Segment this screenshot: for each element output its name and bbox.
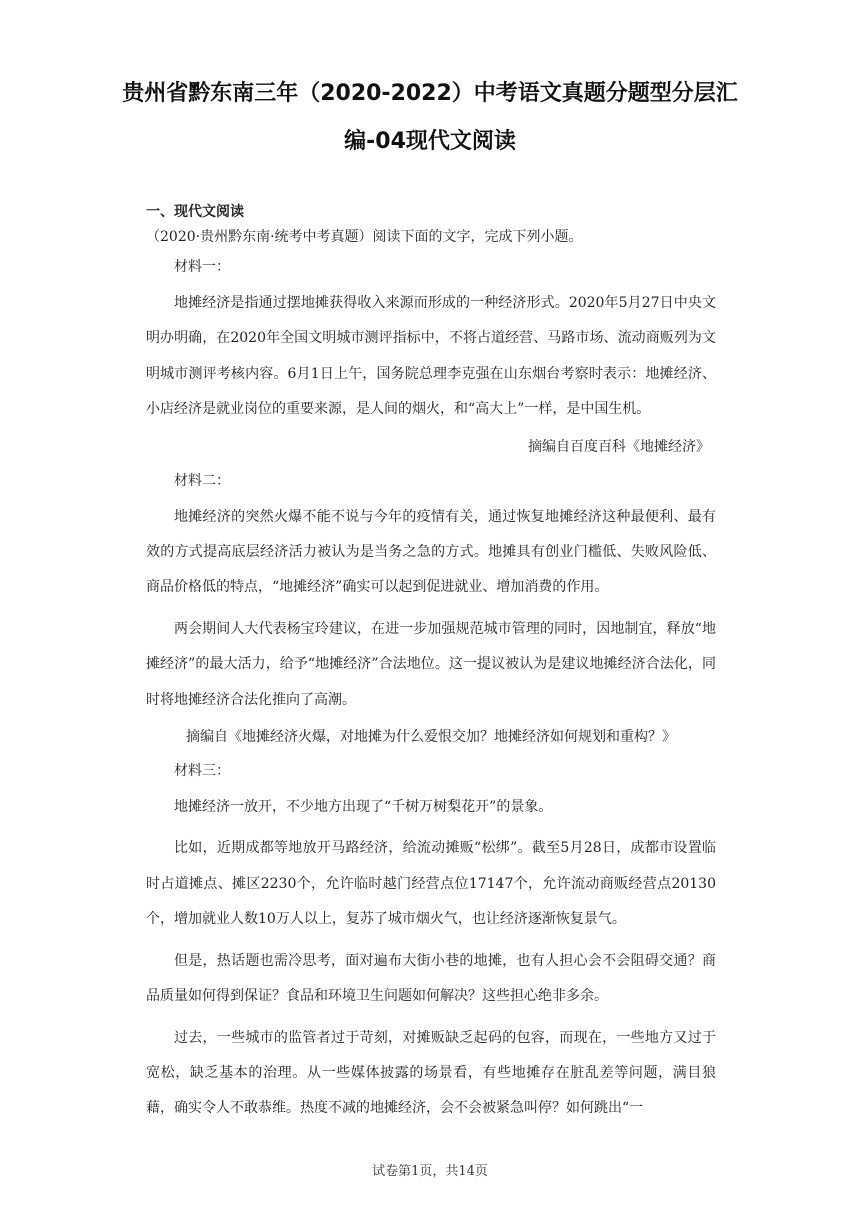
material-two: [146, 468, 716, 750]
document-body: [146, 200, 716, 1133]
material-three-paragraph-4: 过去，一些城市的监管者过于苛刻，对摊贩缺乏起码的包容，而现在，一些地方又过于宽松，缺乏基本的治理。从一些媒体披露的场景看，有些地摊存在脏乱差等问题，满目狼藉，确实令人不敢恭维。热度不减的地摊经济，会不会被紧急叫停？如何跳出“一: [146, 1029, 716, 1117]
material-three-paragraph-1: 地摊经济一放开，不少地方出现了“千树万树梨花开”的景象。: [174, 799, 553, 816]
material-three: [146, 758, 716, 1127]
material-three-paragraph-2: 比如，近期成都等地放开马路经济，给流动摊贩“松绑”。截至5月28日，成都市设置临时占道摊点、摊区2230个，允许临时越门经营点位17147个，允许流动商贩经营点20130个，增加就业人数10万人以上，复苏了城市烟火气，也让经济逐渐恢复景气。: [146, 840, 716, 928]
material-three-paragraph-3: 但是，热话题也需冷思考，面对遍布大街小巷的地摊，也有人担心会不会阻碍交通？商品质量如何得到保证？食品和环境卫生问题如何解决？这些担心绝非多余。: [146, 952, 716, 1005]
material-three-label: 材料三：: [174, 763, 230, 780]
page-footer: 试卷第1页，共14页: [372, 1164, 488, 1179]
material-one-attribution: 摘编自百度百科《地摊经济》: [528, 438, 710, 455]
material-two-attribution: 摘编自《地摊经济火爆，对地摊为什么爱恨交加？地摊经济如何规划和重构？》: [186, 729, 676, 746]
material-two-label: 材料二：: [174, 472, 230, 489]
material-one-paragraph: 地摊经济是指通过摆地摊获得收入来源而形成的一种经济形式。2020年5月27日中央文明办明确，在2020年全国文明城市测评指标中，不将占道经营、马路市场、流动商贩列为文明城市测评考核内容。6月1日上午，国务院总理李克强在山东烟台考察时表示：地摊经济、小店经济是就业岗位的重要来源，是人间的烟火，和“高大上”一样，是中国生机。: [146, 295, 716, 418]
material-two-paragraph-1: 地摊经济的突然火爆不能不说与今年的疫情有关，通过恢复地摊经济这种最便利、最有效的方式提高底层经济活力被认为是当务之急的方式。地摊具有创业门槛低、失败风险低、商品价格低的特点，“地摊经济”确实可以起到促进就业、增加消费的作用。: [146, 508, 716, 596]
material-one-label: 材料一：: [174, 259, 230, 275]
material-two-paragraph-2: 两会期间人大代表杨宝玲建议，在进一步加强规范城市管理的同时，因地制宜，释放“地摊经济”的最大活力，给予“地摊经济”合法地位。这一提议被认为是建议地摊经济合法化，同时将地摊经济合法化推向了高潮。: [146, 620, 716, 708]
title-line-2: 编-04现代文阅读: [344, 129, 516, 154]
document-title: [120, 70, 740, 166]
title-line-1: 贵州省黔东南三年（2020-2022）中考语文真题分题型分层汇: [122, 81, 738, 106]
material-one: [146, 254, 716, 460]
question-source: （2020·贵州黔东南·统考中考真题）阅读下面的文字，完成下列小题。: [146, 229, 583, 245]
section-heading: 一、现代文阅读: [146, 204, 244, 220]
